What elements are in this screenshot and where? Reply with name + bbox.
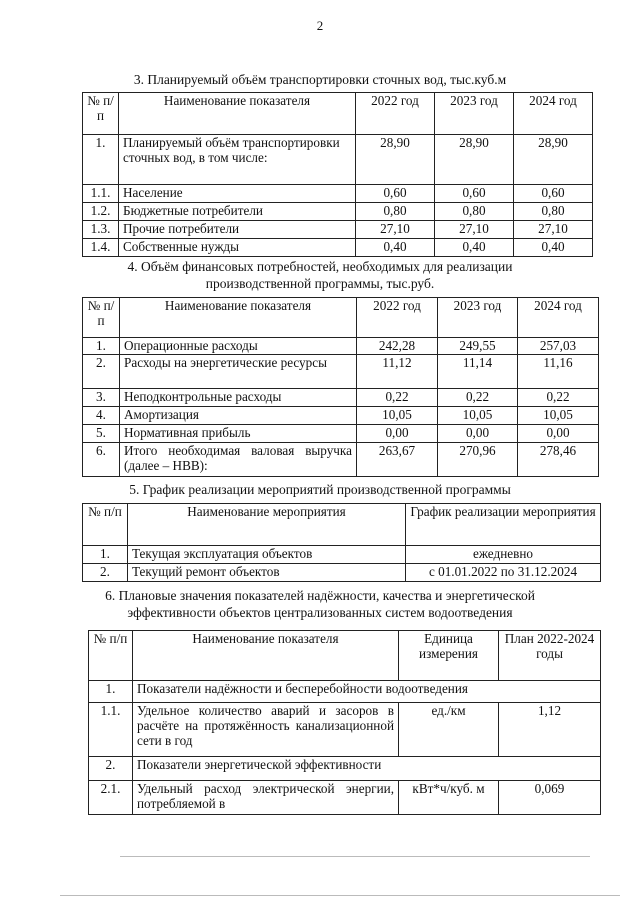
table-row [83, 355, 599, 389]
row-name: Собственные нужды [119, 239, 356, 257]
table-row [83, 389, 599, 407]
table-header-row [83, 93, 593, 135]
section4-table [82, 297, 599, 477]
row-value: 0,22 [518, 389, 599, 407]
row-value: 11,14 [438, 355, 518, 389]
table-header-row [83, 504, 601, 546]
scan-artifact-line [60, 895, 620, 896]
row-plan: 0,069 [499, 781, 601, 815]
row-value: 27,10 [514, 221, 593, 239]
header-name: Наименование показателя [133, 631, 399, 681]
table-row [83, 135, 593, 185]
row-schedule: ежедневно [406, 546, 601, 564]
row-name: Бюджетные потребители [119, 203, 356, 221]
header-schedule: График реализации мероприятия [406, 504, 601, 546]
section3-table [82, 92, 593, 257]
row-num: 2. [89, 757, 133, 781]
row-num: 3. [83, 389, 120, 407]
table-header-row [89, 631, 601, 681]
row-value: 10,05 [438, 407, 518, 425]
row-num: 2. [83, 564, 128, 582]
table-group-row [89, 681, 601, 703]
table-row [83, 443, 599, 477]
row-value: 27,10 [356, 221, 435, 239]
row-unit: ед./км [399, 703, 499, 757]
row-value: 0,00 [438, 425, 518, 443]
header-num: № п/п [83, 504, 128, 546]
row-name: Нормативная прибыль [120, 425, 357, 443]
section6-table [88, 630, 601, 815]
row-name: Текущий ремонт объектов [128, 564, 406, 582]
row-num: 4. [83, 407, 120, 425]
row-value: 278,46 [518, 443, 599, 477]
row-value: 263,67 [357, 443, 438, 477]
row-num: 1. [83, 546, 128, 564]
section3-title: 3. Планируемый объём транспортировки сточных вод, тыс.куб.м [133, 72, 507, 87]
row-name: Операционные расходы [120, 338, 357, 355]
header-year-3: 2024 год [514, 93, 593, 135]
header-unit: Единица измерения [399, 631, 499, 681]
row-value: 0,22 [438, 389, 518, 407]
section4-title-line2: производственной программы, тыс.руб. [205, 276, 435, 291]
row-value: 0,80 [514, 203, 593, 221]
table-row [83, 546, 601, 564]
row-value: 10,05 [357, 407, 438, 425]
row-num: 5. [83, 425, 120, 443]
row-value: 27,10 [435, 221, 514, 239]
row-value: 0,40 [514, 239, 593, 257]
header-year-1: 2022 год [356, 93, 435, 135]
table-row [83, 203, 593, 221]
row-value: 0,40 [435, 239, 514, 257]
row-value: 257,03 [518, 338, 599, 355]
row-value: 0,22 [357, 389, 438, 407]
table-row [89, 703, 601, 757]
row-value: 0,00 [518, 425, 599, 443]
row-name: Удельный расход электрической энергии, потребляемой в [133, 781, 399, 815]
row-value: 28,90 [435, 135, 514, 185]
row-value: 10,05 [518, 407, 599, 425]
row-name: Удельное количество аварий и засоров в расчёте на протяжённость канализационной сети в год [133, 703, 399, 757]
group-name: Показатели энергетической эффективности [133, 757, 601, 781]
row-value: 11,12 [357, 355, 438, 389]
row-value: 249,55 [438, 338, 518, 355]
row-value: 0,80 [435, 203, 514, 221]
table-header-row [83, 298, 599, 338]
header-num: № п/п [89, 631, 133, 681]
row-name: Текущая эксплуатация объектов [128, 546, 406, 564]
header-num: № п/п [83, 93, 119, 135]
row-name: Планируемый объём транспортировки сточных вод, в том числе: [119, 135, 356, 185]
row-num: 1.4. [83, 239, 119, 257]
row-num: 1. [83, 338, 120, 355]
header-year-2: 2023 год [438, 298, 518, 338]
row-value: 0,80 [356, 203, 435, 221]
table-row [83, 564, 601, 582]
row-num: 6. [83, 443, 120, 477]
header-year-3: 2024 год [518, 298, 599, 338]
scan-artifact-line [120, 856, 590, 857]
header-name: Наименование мероприятия [128, 504, 406, 546]
row-value: 0,60 [356, 185, 435, 203]
row-name: Амортизация [120, 407, 357, 425]
row-num: 1.2. [83, 203, 119, 221]
row-plan: 1,12 [499, 703, 601, 757]
table-group-row [89, 757, 601, 781]
row-value: 270,96 [438, 443, 518, 477]
row-value: 0,60 [514, 185, 593, 203]
row-num: 1. [89, 681, 133, 703]
row-num: 1.1. [89, 703, 133, 757]
row-value: 0,00 [357, 425, 438, 443]
row-value: 28,90 [356, 135, 435, 185]
row-value: 11,16 [518, 355, 599, 389]
header-year-1: 2022 год [357, 298, 438, 338]
row-value: 28,90 [514, 135, 593, 185]
table-row [83, 221, 593, 239]
table-row [83, 425, 599, 443]
row-schedule: с 01.01.2022 по 31.12.2024 [406, 564, 601, 582]
header-name: Наименование показателя [119, 93, 356, 135]
row-value: 0,40 [356, 239, 435, 257]
section6-title-line2: эффективности объектов централизованных систем водоотведения [127, 605, 513, 620]
row-num: 2. [83, 355, 120, 389]
page-number: 2 [316, 18, 324, 33]
row-value: 0,60 [435, 185, 514, 203]
row-name: Расходы на энергетические ресурсы [120, 355, 357, 389]
table-row [83, 407, 599, 425]
header-num: № п/п [83, 298, 120, 338]
row-num: 2.1. [89, 781, 133, 815]
header-name: Наименование показателя [120, 298, 357, 338]
section6-title-line1: 6. Плановые значения показателей надёжности, качества и энергетической [105, 588, 535, 603]
row-name: Неподконтрольные расходы [120, 389, 357, 407]
row-value: 242,28 [357, 338, 438, 355]
row-name: Прочие потребители [119, 221, 356, 239]
section5-title: 5. График реализации мероприятий производственной программы [129, 482, 511, 497]
table-row [83, 239, 593, 257]
section4-title-line1: 4. Объём финансовых потребностей, необходимых для реализации [127, 259, 513, 274]
table-row [83, 338, 599, 355]
row-num: 1.1. [83, 185, 119, 203]
group-name: Показатели надёжности и бесперебойности водоотведения [133, 681, 601, 703]
header-plan: План 2022-2024 годы [499, 631, 601, 681]
row-num: 1. [83, 135, 119, 185]
table-row [83, 185, 593, 203]
table-row [89, 781, 601, 815]
row-unit: кВт*ч/куб. м [399, 781, 499, 815]
row-name: Итого необходимая валовая выручка (далее – НВВ): [120, 443, 357, 477]
row-name: Население [119, 185, 356, 203]
row-num: 1.3. [83, 221, 119, 239]
section5-table [82, 503, 601, 582]
header-year-2: 2023 год [435, 93, 514, 135]
